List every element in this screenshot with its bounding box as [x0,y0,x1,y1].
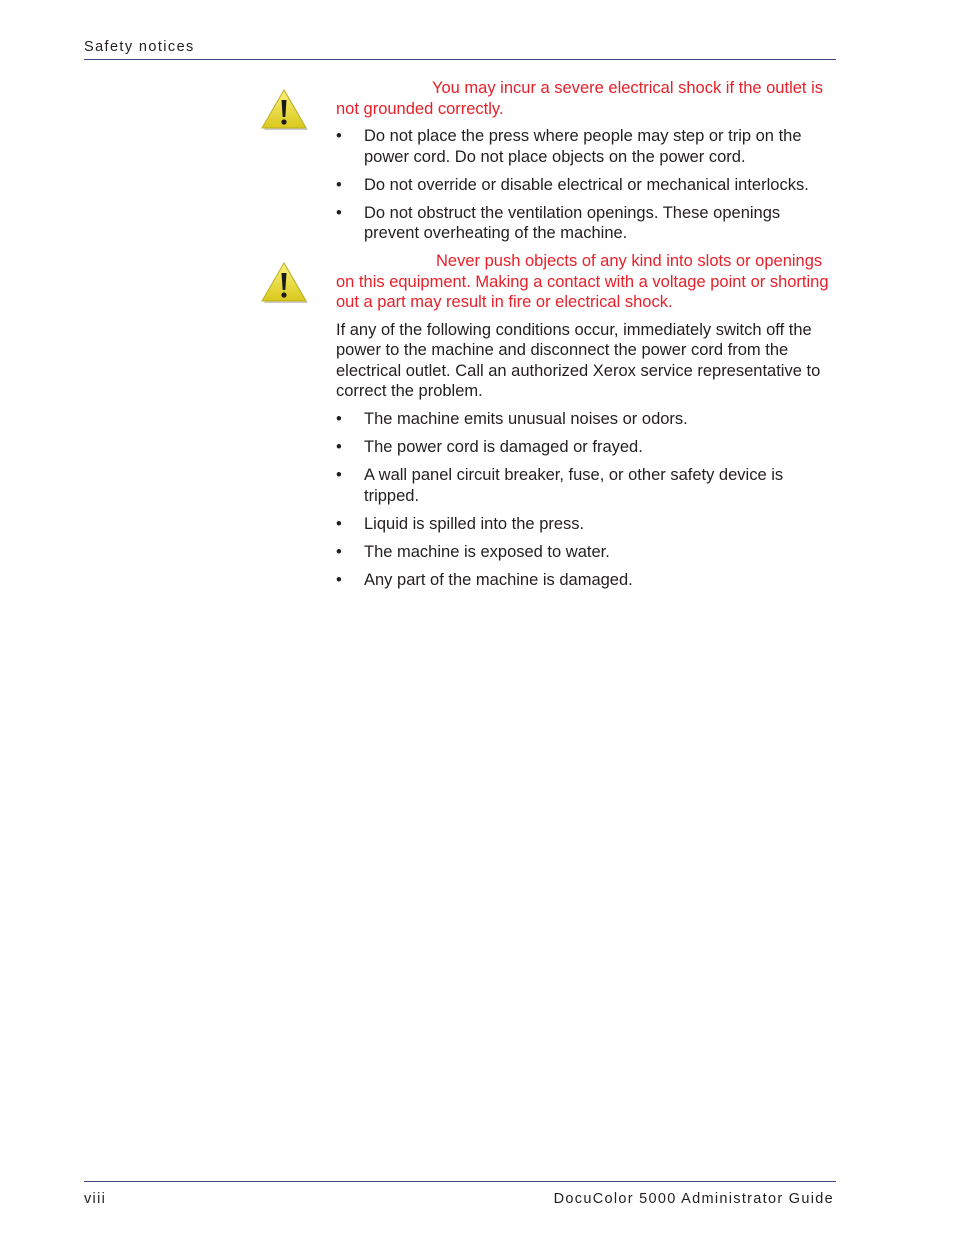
warning-block [336,251,836,313]
body-paragraph: If any of the following conditions occur, immediately switch off the power to the machine and disconnect the power cord from the electrical outlet. Call an authorized Xerox service representative to correct the problem. [336,320,821,400]
list-item-text: Do not obstruct the ventilation openings. These openings prevent overheating of the machine. [364,203,781,242]
bullet-mark: • [336,514,342,533]
list-item-text: A wall panel circuit breaker, fuse, or other safety device is tripped. [364,466,784,505]
list-item [336,126,836,167]
list-item [336,542,836,563]
bullet-mark: • [336,438,342,456]
section-title: Safety notices [84,39,195,55]
list-item-text: The machine emits unusual noises or odors. [364,410,688,428]
bullet-mark: • [336,466,342,484]
bullet-mark: • [336,542,342,561]
page-footer [84,1181,836,1207]
bullet-mark: • [336,570,342,589]
page-content [336,78,836,598]
list-item [336,175,836,196]
warning-text: Never push objects of any kind into slots or openings on this equipment. Making a contact with a voltage point or shorting out a part may result in fire or electrical shock. [336,252,829,311]
page-header [84,37,836,60]
list-item [336,437,836,458]
list-item-text: Any part of the machine is damaged. [364,570,633,589]
page-number: viii [84,1191,107,1207]
bullet-mark: • [336,127,342,145]
bullet-mark: • [336,175,342,194]
list-item-text: Liquid is spilled into the press. [364,514,585,533]
list-item-text: The machine is exposed to water. [364,542,610,561]
warning-triangle-icon [258,261,310,305]
list-item-text: The power cord is damaged or frayed. [364,438,643,456]
list-item [336,465,836,506]
list-item-text: Do not override or disable electrical or mechanical interlocks. [364,175,809,194]
bullet-mark: • [336,203,342,222]
document-title: DocuColor 5000 Administrator Guide [553,1191,834,1207]
list-item [336,409,836,430]
warning-text: You may incur a severe electrical shock if the outlet is not grounded correctly. [336,79,823,118]
list-item [336,570,836,591]
list-item [336,514,836,535]
list-item [336,203,836,244]
warning-triangle-icon [258,88,310,132]
bullet-mark: • [336,410,342,428]
list-item-text: Do not place the press where people may step or trip on the power cord. Do not place objects on the power cord. [364,127,802,166]
warning-block [336,78,836,119]
